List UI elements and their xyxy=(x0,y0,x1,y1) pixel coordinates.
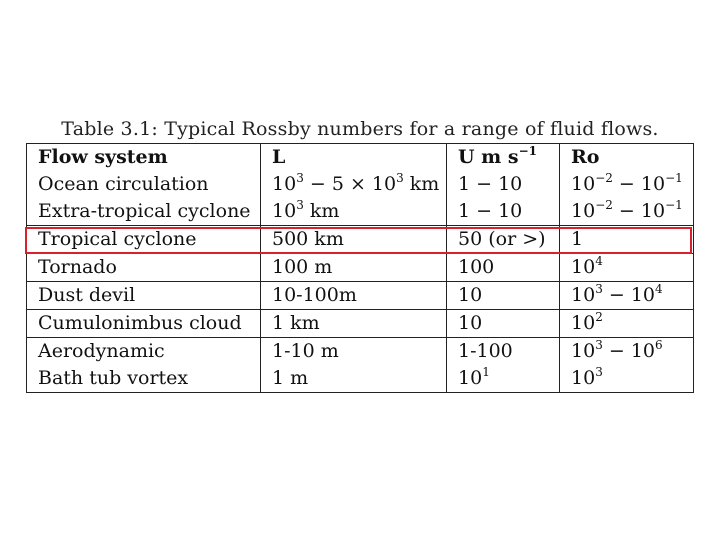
cell-velocity xyxy=(447,198,560,226)
cell-length xyxy=(261,310,447,338)
header-length: L xyxy=(261,144,447,172)
cell-rossby xyxy=(560,338,694,366)
header-velocity-base: U m s xyxy=(458,146,519,168)
header-velocity-exponent: −1 xyxy=(518,143,538,158)
header-row xyxy=(27,144,694,172)
length-text: 10 xyxy=(272,200,297,222)
table-row xyxy=(27,254,694,282)
cell-rossby xyxy=(560,365,694,393)
length-exponent: 3 xyxy=(296,198,304,212)
rossby-exponent: 3 xyxy=(595,365,603,379)
cell-velocity xyxy=(447,254,560,282)
cell-flow-system: Cumulonimbus cloud xyxy=(27,310,261,338)
length-text: km xyxy=(303,200,340,222)
cell-velocity xyxy=(447,226,560,254)
cell-flow-system: Tropical cyclone xyxy=(27,226,261,254)
length-text: 100 m xyxy=(272,256,333,278)
cell-rossby xyxy=(560,198,694,226)
table-body xyxy=(27,171,694,393)
table-row xyxy=(27,310,694,338)
velocity-text: 100 xyxy=(458,256,495,278)
length-text: 500 km xyxy=(272,228,344,250)
table-row xyxy=(27,338,694,366)
length-text: 10 xyxy=(272,173,297,195)
cell-flow-system: Aerodynamic xyxy=(27,338,261,366)
cell-velocity xyxy=(447,310,560,338)
table-row xyxy=(27,198,694,226)
rossby-text: − 10 xyxy=(612,200,666,222)
header-velocity xyxy=(447,144,560,172)
cell-length xyxy=(261,198,447,226)
cell-length xyxy=(261,282,447,310)
cell-flow-system: Bath tub vortex xyxy=(27,365,261,393)
cell-length xyxy=(261,338,447,366)
rossby-table xyxy=(26,143,694,393)
rossby-table-container xyxy=(26,143,693,393)
cell-length xyxy=(261,171,447,198)
length-exponent: 3 xyxy=(396,171,404,185)
rossby-exponent: −1 xyxy=(665,198,683,212)
velocity-text: 1-100 xyxy=(458,340,513,362)
rossby-exponent: 4 xyxy=(655,281,663,296)
cell-length xyxy=(261,226,447,254)
rossby-text: 10 xyxy=(571,367,596,389)
velocity-exponent: 1 xyxy=(482,365,490,379)
rossby-text: 10 xyxy=(571,312,596,334)
cell-rossby xyxy=(560,171,694,198)
velocity-text: 1 − 10 xyxy=(458,173,523,195)
rossby-text: 10 xyxy=(571,340,596,362)
length-text: km xyxy=(403,173,440,195)
rossby-exponent: 2 xyxy=(595,309,603,324)
rossby-exponent: 3 xyxy=(595,281,603,296)
rossby-text: 10 xyxy=(571,173,596,195)
length-text: 10-100m xyxy=(272,284,357,306)
cell-rossby xyxy=(560,282,694,310)
length-text: 1 m xyxy=(272,367,309,389)
cell-length xyxy=(261,254,447,282)
cell-flow-system: Tornado xyxy=(27,254,261,282)
length-text: 1 km xyxy=(272,312,320,334)
length-text: − 5 × 10 xyxy=(303,173,397,195)
cell-velocity xyxy=(447,282,560,310)
velocity-text: 10 xyxy=(458,312,483,334)
rossby-text: − 10 xyxy=(602,284,656,306)
table-caption: Table 3.1: Typical Rossby numbers for a range of fluid flows. xyxy=(61,118,659,140)
cell-rossby xyxy=(560,226,694,254)
cell-flow-system: Extra-tropical cyclone xyxy=(27,198,261,226)
length-text: 1-10 m xyxy=(272,340,339,362)
table-row xyxy=(27,282,694,310)
cell-rossby xyxy=(560,310,694,338)
rossby-text: − 10 xyxy=(602,340,656,362)
cell-velocity xyxy=(447,365,560,393)
rossby-exponent: −2 xyxy=(595,198,613,212)
cell-length xyxy=(261,365,447,393)
cell-rossby xyxy=(560,254,694,282)
table-row xyxy=(27,365,694,393)
rossby-exponent: 4 xyxy=(595,253,603,268)
rossby-exponent: −1 xyxy=(665,171,683,185)
rossby-exponent: 3 xyxy=(595,337,603,352)
velocity-text: 50 (or >) xyxy=(458,228,546,250)
rossby-text: 10 xyxy=(571,256,596,278)
rossby-text: 10 xyxy=(571,284,596,306)
rossby-exponent: −2 xyxy=(595,171,613,185)
velocity-text: 10 xyxy=(458,367,483,389)
table-row xyxy=(27,226,694,254)
rossby-text: − 10 xyxy=(612,173,666,195)
velocity-text: 1 − 10 xyxy=(458,200,523,222)
length-exponent: 3 xyxy=(296,171,304,185)
cell-flow-system: Ocean circulation xyxy=(27,171,261,198)
velocity-text: 10 xyxy=(458,284,483,306)
cell-velocity xyxy=(447,171,560,198)
rossby-exponent: 6 xyxy=(655,337,663,352)
table-row xyxy=(27,171,694,198)
rossby-text: 1 xyxy=(571,228,584,250)
rossby-text: 10 xyxy=(571,200,596,222)
cell-velocity xyxy=(447,338,560,366)
cell-flow-system: Dust devil xyxy=(27,282,261,310)
header-flow-system: Flow system xyxy=(27,144,261,172)
header-rossby: Ro xyxy=(560,144,694,172)
